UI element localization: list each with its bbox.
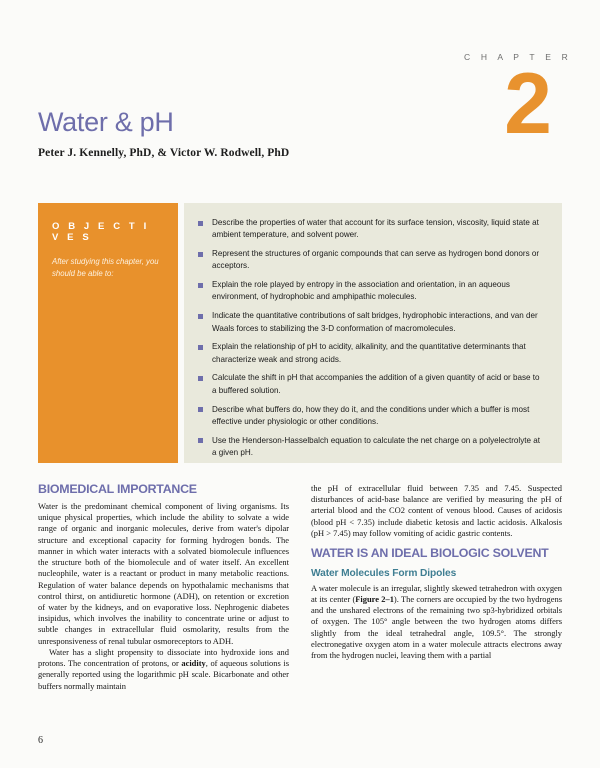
objectives-label-panel [38, 203, 178, 463]
paragraph-text: ). The corners are occupied by the two hydrogens and the unshared electrons of the remaining two sp3-hybridized orbitals of oxygen. The 105° angle between the two hydrogen atoms differs slightly from the ideal tetrahedral angle, 109.5°. The strongly electronegative oxygen atom in a water molecule attracts electrons away from the hydrogen nuclei, leaving them with a partial [311, 594, 562, 661]
objective-item: Represent the structures of organic compounds that can serve as hydrogen bond donors or acceptors. [198, 248, 546, 273]
figure-reference: Figure 2–1 [355, 594, 394, 605]
paragraph-text: A water molecule is an irregular, slightly skewed tetrahedron with oxygen at its center ( [311, 582, 562, 605]
chapter-word-label: C H A P T E R [464, 52, 572, 62]
title-block [38, 108, 458, 159]
paragraph [38, 647, 289, 692]
paragraph: Water is the predominant chemical component of living organisms. Its unique physical properties, which include the ability to solvate a wide range of organic and inorganic molecules, derive from water's dipolar structure and exceptional capacity for forming hydrogen bonds. The manner in which water interacts with a solvated biomolecule influences the structure both of the biomolecule and of water itself. An excellent nucleophile, water is a reactant or product in many metabolic reactions. Regulation of water balance depends on hypothalamic mechanisms that control thirst, on antidiuretic hormone (ADH), on retention or excretion of water by the kidneys, and on evaporative loss. Nephrogenic diabetes insipidus, which involves the inability to concentrate urine or adjust to subtle changes in extracellular fluid osmolarity, results from the unresponsiveness of renal tubular osmoreceptors to ADH. [38, 500, 289, 646]
objectives-subtitle: After studying this chapter, you should be able to: [52, 257, 159, 278]
objective-item: Describe the properties of water that account for its surface tension, viscosity, liquid state at ambient temperature, and solvent power. [198, 217, 546, 242]
right-column [311, 483, 562, 715]
objectives-list [198, 217, 546, 459]
objective-item: Calculate the shift in pH that accompanies the addition of a given quantity of acid or base to a buffered solution. [198, 372, 546, 397]
page-number: 6 [38, 735, 43, 746]
objectives-box [38, 203, 562, 463]
authors-line: Peter J. Kennelly, PhD, & Victor W. Rodwell, PhD [38, 146, 290, 159]
objective-item: Explain the relationship of pH to acidity, alkalinity, and the quantitative determinants that characterize weak and strong acids. [198, 341, 546, 366]
emphasis-acidity: acidity [181, 658, 206, 669]
chapter-number: 2 [504, 56, 552, 152]
body-columns [38, 483, 562, 715]
objective-item: Describe what buffers do, how they do it, and the conditions under which a buffer is most effective under physiologic or other conditions. [198, 404, 546, 429]
objective-item: Indicate the quantitative contributions of salt bridges, hydrophobic interactions, and van der Waals forces to stabilizing the 3-D conformation of macromolecules. [198, 310, 546, 335]
paragraph: the pH of extracellular fluid between 7.35 and 7.45. Suspected disturbances of acid-base balance are verified by measuring the pH of arterial blood and the CO2 content of venous blood. Causes of acidosis (blood pH < 7.35) include diabetic ketosis and lactic acidosis. Alkalosis (pH > 7.45) may follow vomiting of acidic gastric contents. [311, 483, 562, 538]
objectives-list-panel [184, 203, 562, 463]
subsection-heading-water-dipoles: Water Molecules Form Dipoles [311, 568, 457, 580]
objectives-heading: O B J E C T I V E S [52, 221, 150, 243]
paragraph-text: , of aqueous solutions is generally reported using the logarithmic pH scale. Bicarbonate and other buffers normally maintain [38, 658, 289, 691]
objective-item: Explain the role played by entropy in the association and orientation, in an aqueous environment, of hydrophobic and amphipathic molecules. [198, 279, 546, 304]
section-heading-water-ideal-solvent: WATER IS AN IDEAL BIOLOGIC SOLVENT [311, 546, 549, 561]
paragraph [311, 583, 562, 662]
page-title: Water & pH [38, 107, 174, 137]
paragraph-text: Water has a slight propensity to dissociate into hydroxide ions and protons. The concentration of protons, or [38, 646, 289, 669]
objective-item: Use the Henderson-Hasselbalch equation to calculate the net charge on a polyelectrolyte at a given pH. [198, 435, 546, 460]
left-column [38, 483, 289, 715]
section-heading-biomedical-importance: BIOMEDICAL IMPORTANCE [38, 482, 197, 496]
